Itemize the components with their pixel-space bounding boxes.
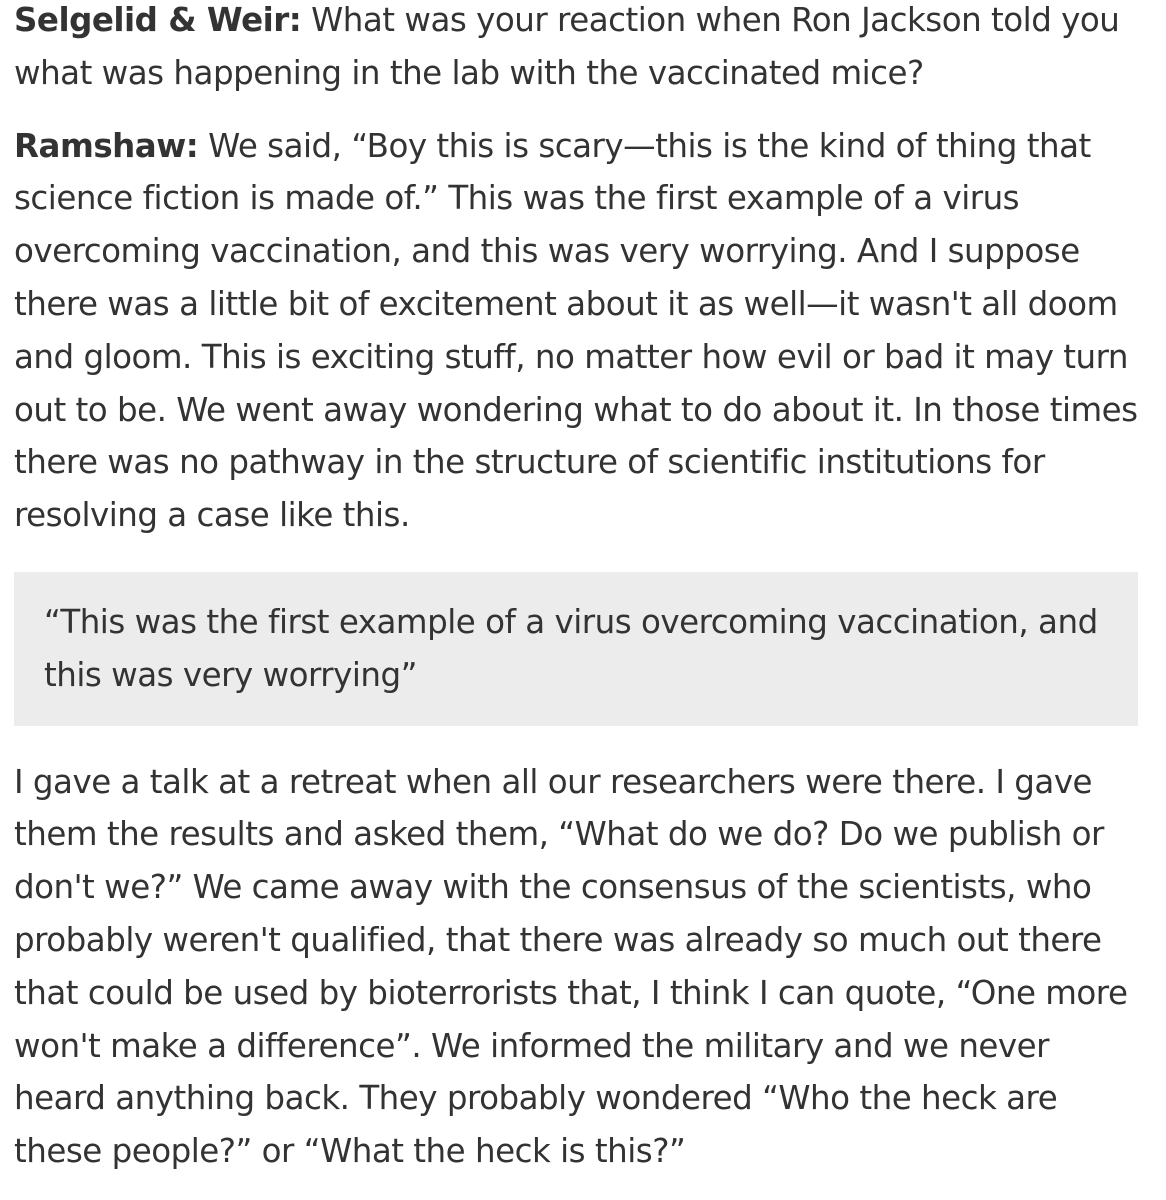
interview-question — [14, 0, 1138, 100]
answer-text: We said, “Boy this is scary—this is the kind of thing that science fiction is made of.” This was the first example of a virus overcoming vaccination, and this was very worrying. And I suppose there was a little bit of excitement about it as well—it wasn't all doom and gloom. This is exciting stuff, no matter how evil or bad it may turn out to be. We went away wondering what to do about it. In those times there was no pathway in the structure of scientific institutions for resolving a case like this. — [14, 126, 1138, 535]
answer-continuation — [14, 756, 1138, 1178]
article-body — [14, 0, 1138, 1178]
answer-speaker: Ramshaw: — [14, 126, 199, 165]
interview-answer — [14, 120, 1138, 542]
pull-quote — [14, 572, 1138, 726]
question-text: What was your reaction when Ron Jackson told you what was happening in the lab with the vaccinated mice? — [14, 1, 1120, 92]
question-speaker: Selgelid & Weir: — [14, 1, 302, 39]
continuation-text: I gave a talk at a retreat when all our researchers were there. I gave them the results and asked them, “What do we do? Do we publish or don't we?” We came away with the consensus of the scientists, who probably weren't qualified, that there was already so much out there that could be used by bioterrorists that, I think I can quote, “One more won't make a difference”. We informed the military and we never heard anything back. They probably wondered “Who the heck are these people?” or “What the heck is this?” — [14, 762, 1128, 1171]
pull-quote-text: “This was the first example of a virus overcoming vaccination, and this was very worrying” — [44, 602, 1098, 694]
